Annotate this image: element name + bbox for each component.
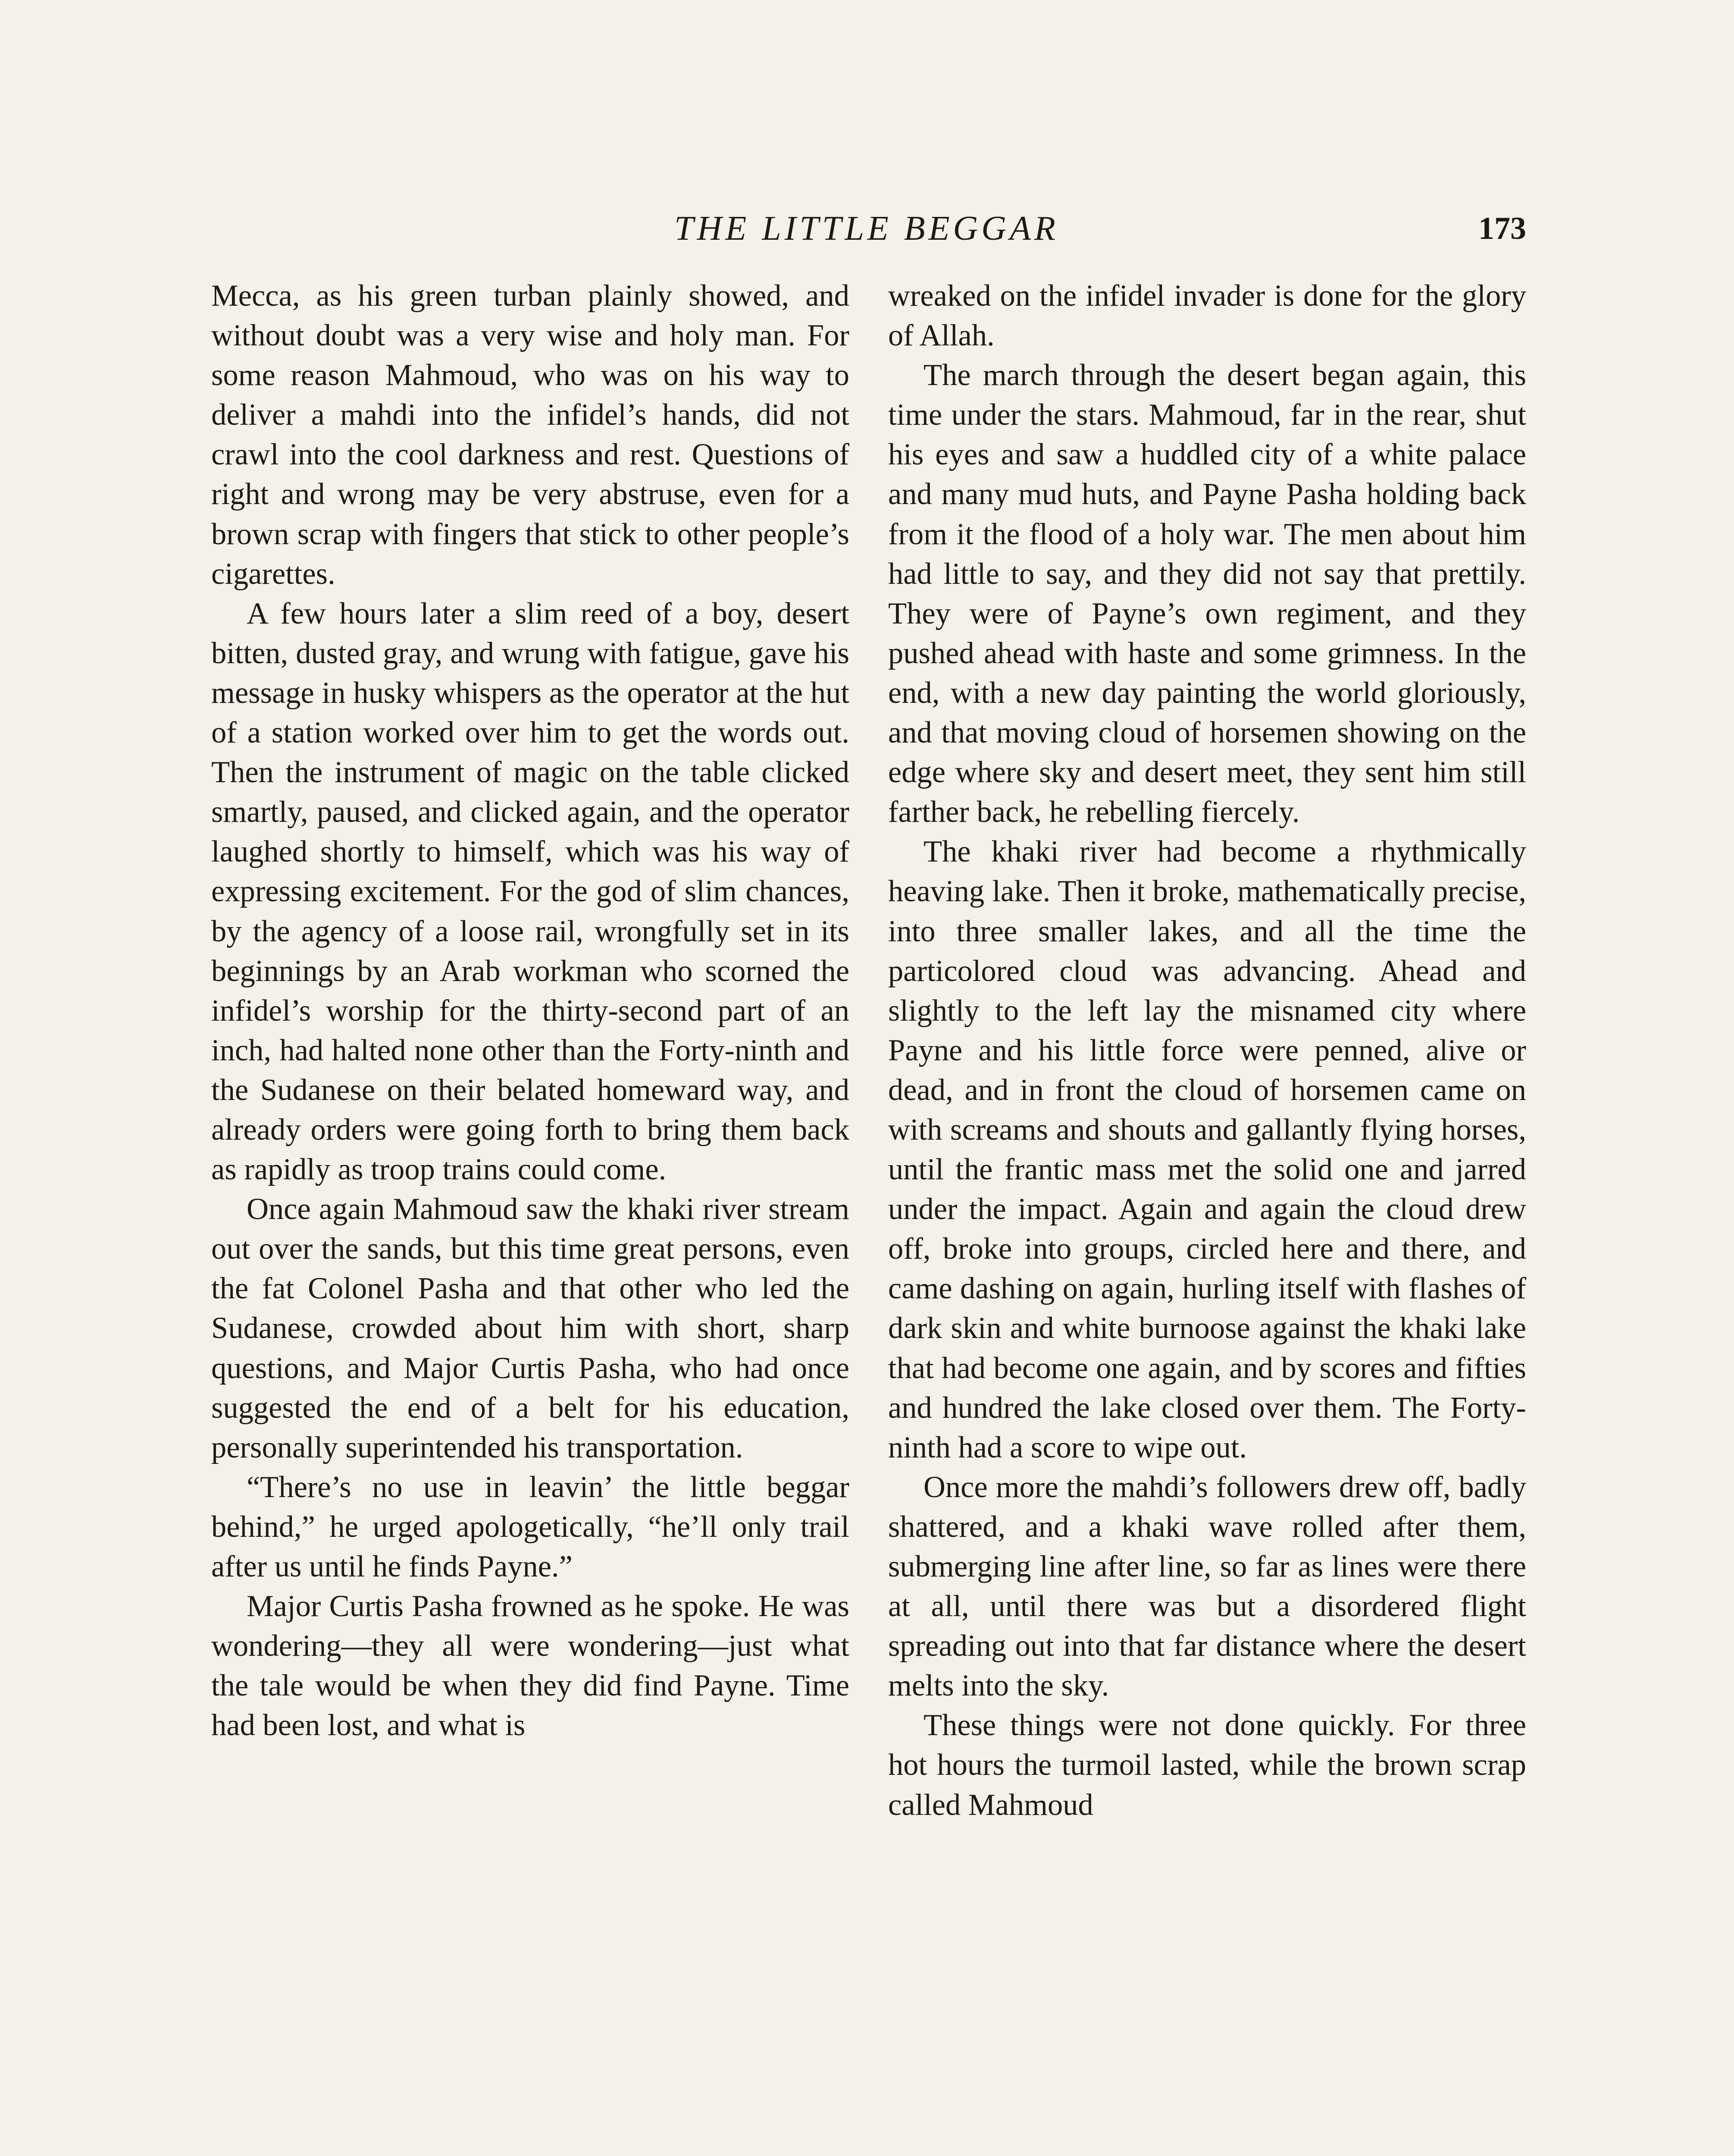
paragraph: These things were not done quickly. For three hot hours the turmoil lasted, while the brown scrap called Mahmoud: [888, 1708, 1526, 1822]
paragraph: The march through the desert began again, this time under the stars. Mahmoud, far in the rear, shut his eyes and saw a huddled city of a white palace and many mud huts, and Payne Pasha holding back from it the flood of a holy war. The men about him had little to say, and they did not say that prettily. They were of Payne’s own regiment, and they pushed ahead with haste and some grimness. In the end, with a new day painting the world gloriously, and that moving cloud of horsemen showing on the edge where sky and desert meet, they sent him still farther back, he rebelling fiercely.: [888, 358, 1526, 829]
paragraph: wreaked on the infidel invader is done for the glory of Allah.: [888, 279, 1526, 353]
page-header: [207, 203, 1526, 254]
paragraph: The khaki river had become a rhythmically heaving lake. Then it broke, mathematically precise, into three smaller lakes, and all the time the particolored cloud was advancing. Ahead and slightly to the left lay the misnamed city where Payne and his little force were penned, alive or dead, and in front the cloud of horsemen came on with screams and shouts and gallantly flying horses, until the frantic mass met the solid one and jarred under the impact. Again and again the cloud drew off, broke into groups, circled here and there, and came dashing on again, hurling itself with flashes of dark skin and white burnoose against the khaki lake that had become one again, and by scores and fifties and hundred the lake closed over them. The Forty-ninth had a score to wipe out.: [888, 835, 1526, 1464]
paragraph: Mecca, as his green turban plainly showed, and without doubt was a very wise and holy man. For some reason Mahmoud, who was on his way to deliver a mahdi into the infidel’s hands, did not crawl into the cool darkness and rest. Questions of right and wrong may be very abstruse, even for a brown scrap with fingers that stick to other people’s cigarettes.: [211, 279, 849, 591]
text-column-right: [888, 276, 1526, 1825]
paragraph: A few hours later a slim reed of a boy, desert bitten, dusted gray, and wrung with fatigue, gave his message in husky whispers as the operator at the hut of a station worked over him to get the words out. Then the instrument of magic on the table clicked smartly, paused, and clicked again, and the operator laughed shortly to himself, which was his way of expressing excitement. For the god of slim chances, by the agency of a loose rail, wrongfully set in its beginnings by an Arab workman who scorned the infidel’s worship for the thirty-second part of an inch, had halted none other than the Forty-ninth and the Sudanese on their belated homeward way, and already orders were going forth to bring them back as rapidly as troop trains could come.: [211, 596, 849, 1187]
paragraph: “There’s no use in leavin’ the little beggar behind,” he urged apologetically, “he’ll only trail after us until he finds Payne.”: [211, 1470, 849, 1583]
page-number: 173: [1478, 211, 1526, 246]
text-column-left: [211, 276, 849, 1745]
paragraph: Once more the mahdi’s followers drew off, badly shattered, and a khaki wave rolled after them, submerging line after line, so far as lines were there at all, until there was but a disordered flight spreading out into that far distance where the desert melts into the sky.: [888, 1470, 1526, 1703]
running-title: THE LITTLE BEGGAR: [674, 210, 1059, 248]
paragraph: Once again Mahmoud saw the khaki river stream out over the sands, but this time great persons, even the fat Colonel Pasha and that other who led the Sudanese, crowded about him with short, sharp questions, and Major Curtis Pasha, who had once suggested the end of a belt for his education, personally superintended his transportation.: [211, 1192, 849, 1464]
paragraph: Major Curtis Pasha frowned as he spoke. He was wondering—they all were wondering—just what the tale would be when they did find Payne. Time had been lost, and what is: [211, 1589, 849, 1742]
